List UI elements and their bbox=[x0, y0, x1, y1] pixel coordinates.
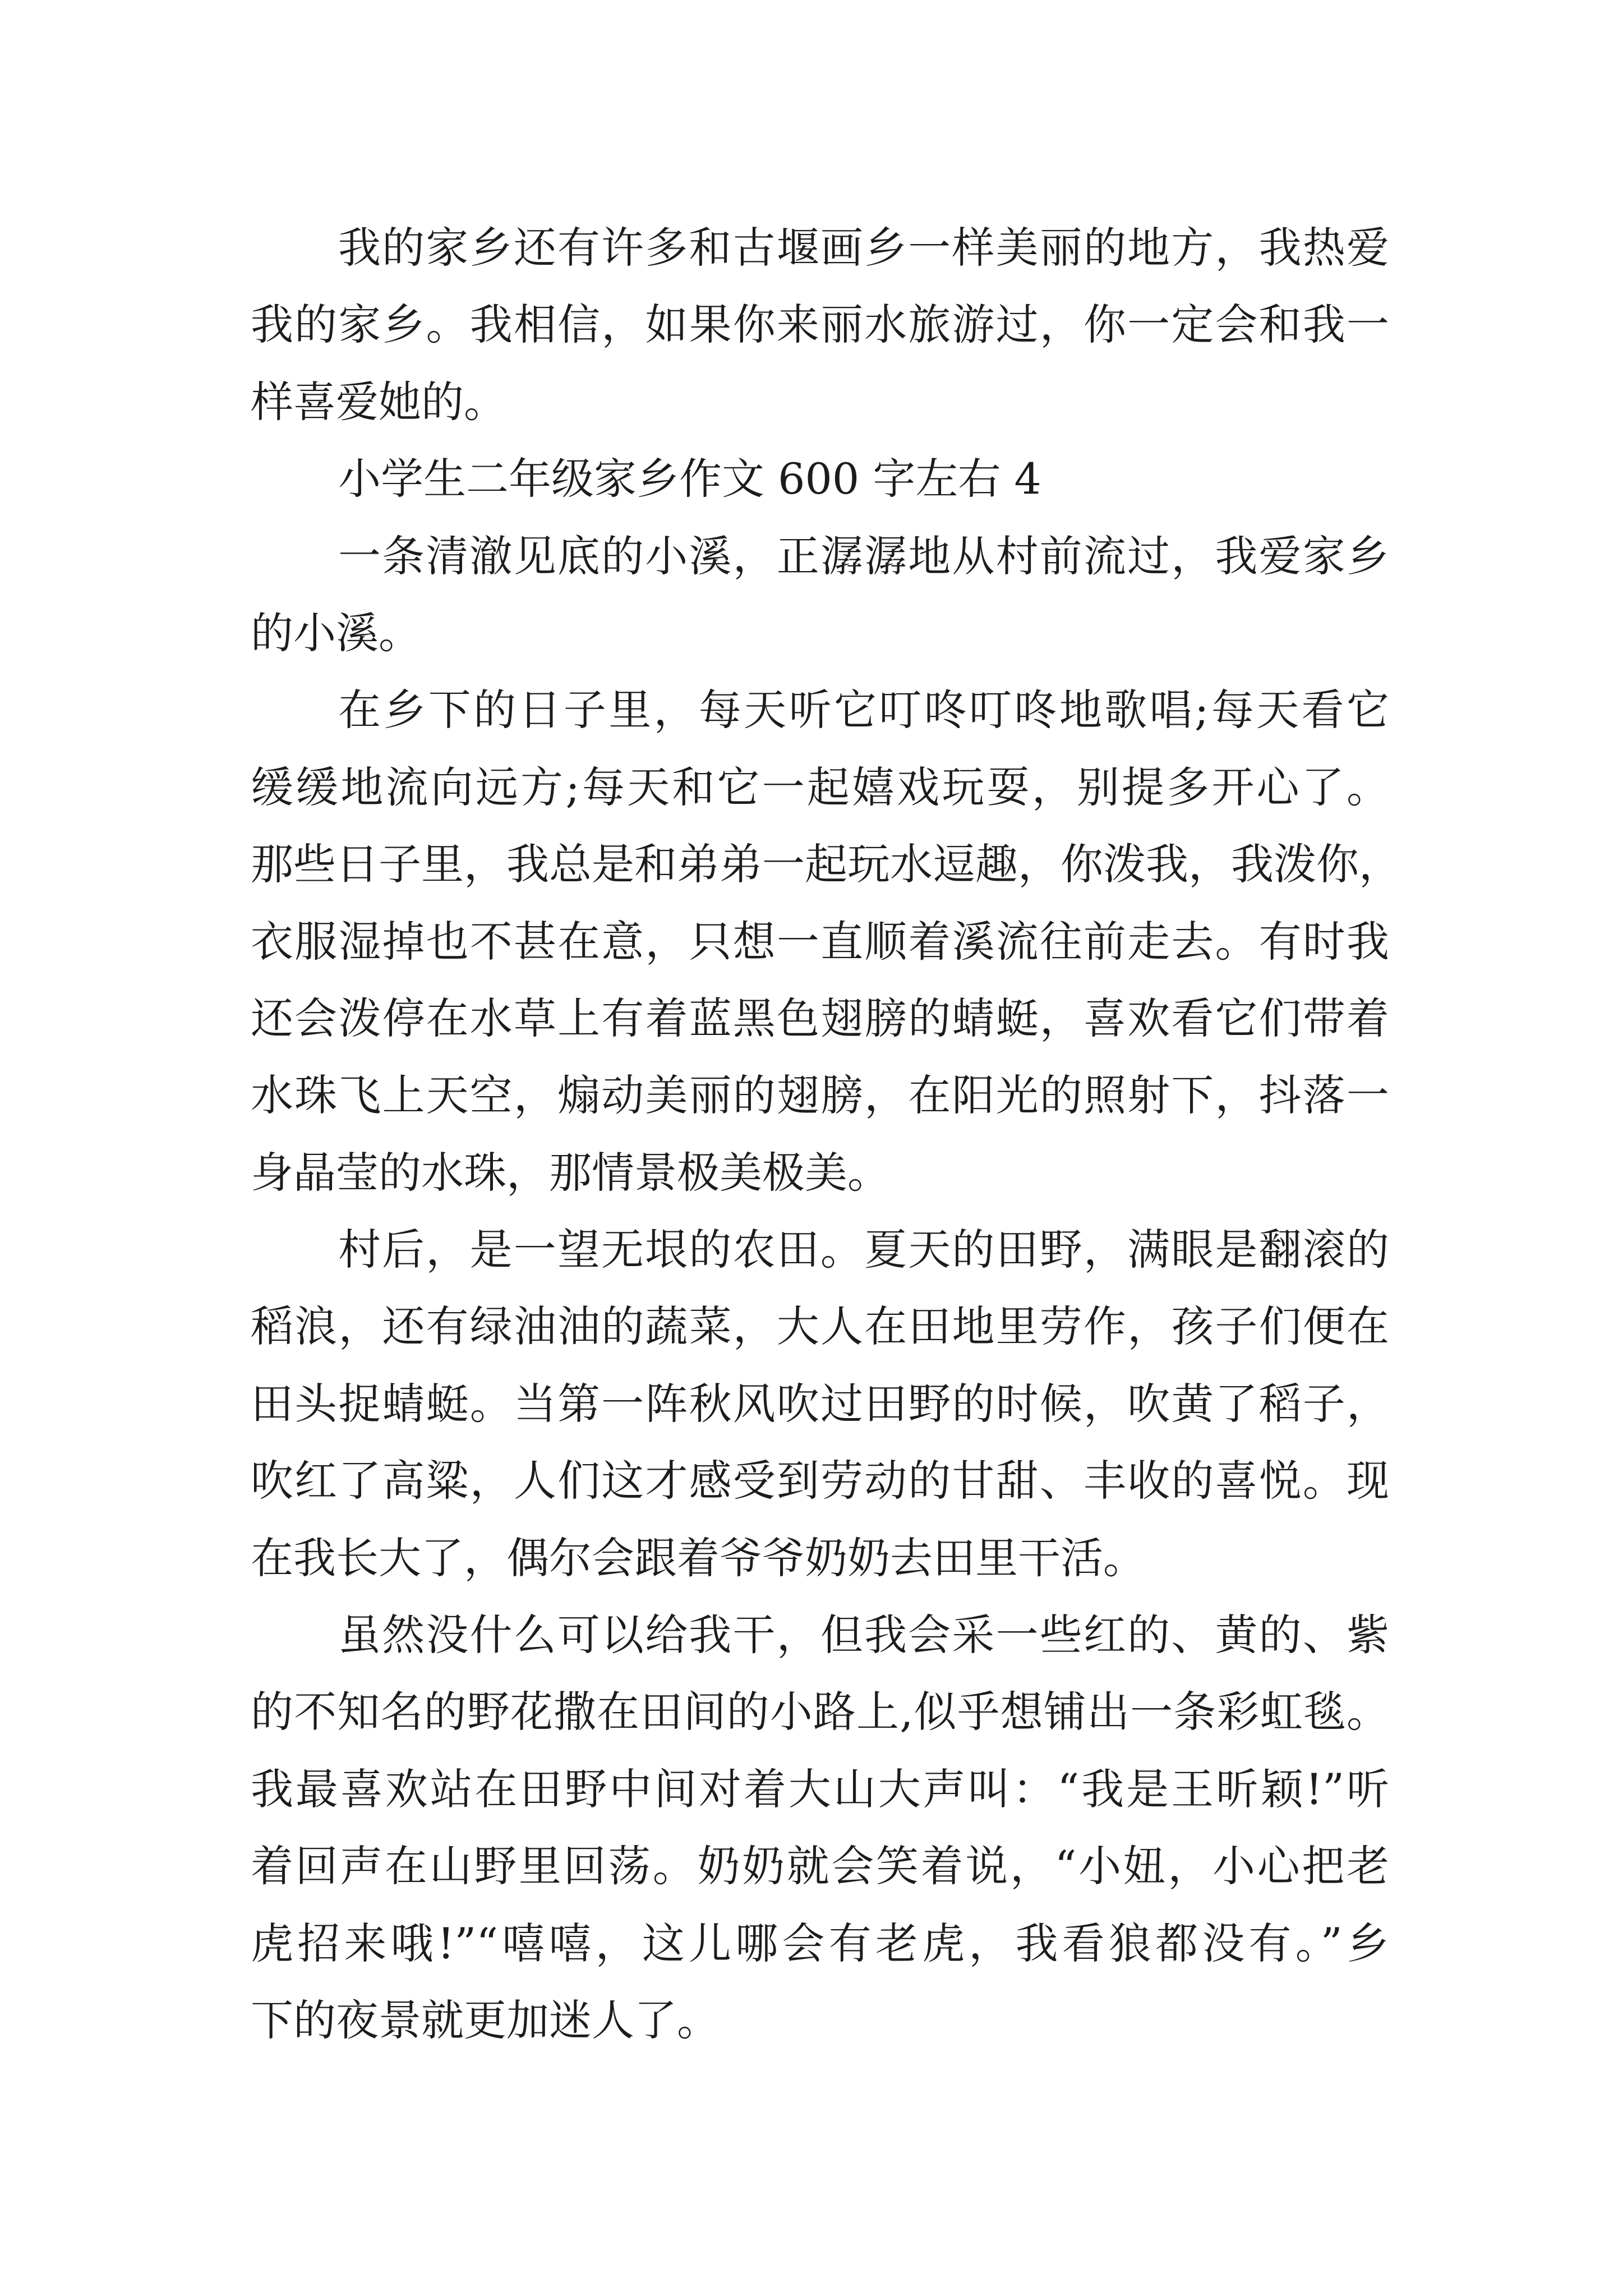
paragraph-3-line-5: 还会泼停在水草上有着蓝黑色翅膀的蜻蜓，喜欢看它们带着 bbox=[251, 993, 1389, 1043]
document-body bbox=[251, 209, 1401, 2059]
section-heading-text: 小学生二年级家乡作文 600 字左右 4 bbox=[338, 454, 1041, 504]
paragraph-1-line-1: 我的家乡还有许多和古堰画乡一样美丽的地方，我热爱 bbox=[338, 223, 1389, 273]
paragraph-3-line-1: 在乡下的日子里，每天听它叮咚叮咚地歌唱;每天看它 bbox=[338, 685, 1389, 735]
paragraph-4-line-4: 吹红了高粱，人们这才感受到劳动的甘甜、丰收的喜悦。现 bbox=[251, 1456, 1389, 1506]
paragraph-5-line-2: 的不知名的野花撒在田间的小路上,似乎想铺出一条彩虹毯。 bbox=[251, 1687, 1389, 1737]
paragraph-3-line-3: 那些日子里，我总是和弟弟一起玩水逗趣，你泼我，我泼你， bbox=[251, 839, 1401, 890]
paragraph-4 bbox=[251, 1211, 1389, 1596]
paragraph-3-line-7: 身晶莹的水珠，那情景极美极美。 bbox=[251, 1147, 890, 1198]
section-heading bbox=[251, 440, 1389, 517]
paragraph-5-line-1: 虽然没什么可以给我干，但我会采一些红的、黄的、紫 bbox=[338, 1610, 1389, 1660]
paragraph-4-line-1: 村后，是一望无垠的农田。夏天的田野，满眼是翻滚的 bbox=[338, 1225, 1389, 1275]
paragraph-4-line-2: 稻浪，还有绿油油的蔬菜，大人在田地里劳作，孩子们便在 bbox=[251, 1301, 1389, 1352]
paragraph-3-line-2: 缓缓地流向远方;每天和它一起嬉戏玩耍，别提多开心了。 bbox=[251, 762, 1389, 812]
paragraph-3-line-6: 水珠飞上天空，煽动美丽的翅膀，在阳光的照射下，抖落一 bbox=[251, 1070, 1389, 1121]
paragraph-2 bbox=[251, 518, 1389, 672]
paragraph-4-line-3: 田头捉蜻蜓。当第一阵秋风吹过田野的时候，吹黄了稻子， bbox=[251, 1378, 1389, 1429]
paragraph-1-line-2: 我的家乡。我相信，如果你来丽水旅游过，你一定会和我一 bbox=[251, 300, 1389, 350]
paragraph-3-line-4: 衣服湿掉也不甚在意，只想一直顺着溪流往前走去。有时我 bbox=[251, 916, 1389, 967]
paragraph-4-line-5: 在我长大了，偶尔会跟着爷爷奶奶去田里干活。 bbox=[251, 1533, 1146, 1583]
paragraph-1 bbox=[251, 209, 1389, 440]
paragraph-1-line-3: 样喜爱她的。 bbox=[251, 376, 506, 427]
paragraph-5-line-6: 下的夜景就更加迷人了。 bbox=[251, 1995, 720, 2045]
paragraph-5-line-4: 着回声在山野里回荡。奶奶就会笑着说，“小妞，小心把老 bbox=[251, 1841, 1389, 1892]
paragraph-5 bbox=[251, 1596, 1389, 2059]
paragraph-2-line-1: 一条清澈见底的小溪，正潺潺地从村前流过，我爱家乡 bbox=[338, 531, 1389, 581]
paragraph-5-line-3: 我最喜欢站在田野中间对着大山大声叫：“我是王昕颖!”听 bbox=[251, 1764, 1389, 1814]
paragraph-2-line-2: 的小溪。 bbox=[251, 608, 421, 658]
paragraph-3 bbox=[251, 671, 1401, 1211]
paragraph-5-line-5: 虎招来哦!”“嘻嘻，这儿哪会有老虎，我看狼都没有。”乡 bbox=[251, 1918, 1389, 1968]
